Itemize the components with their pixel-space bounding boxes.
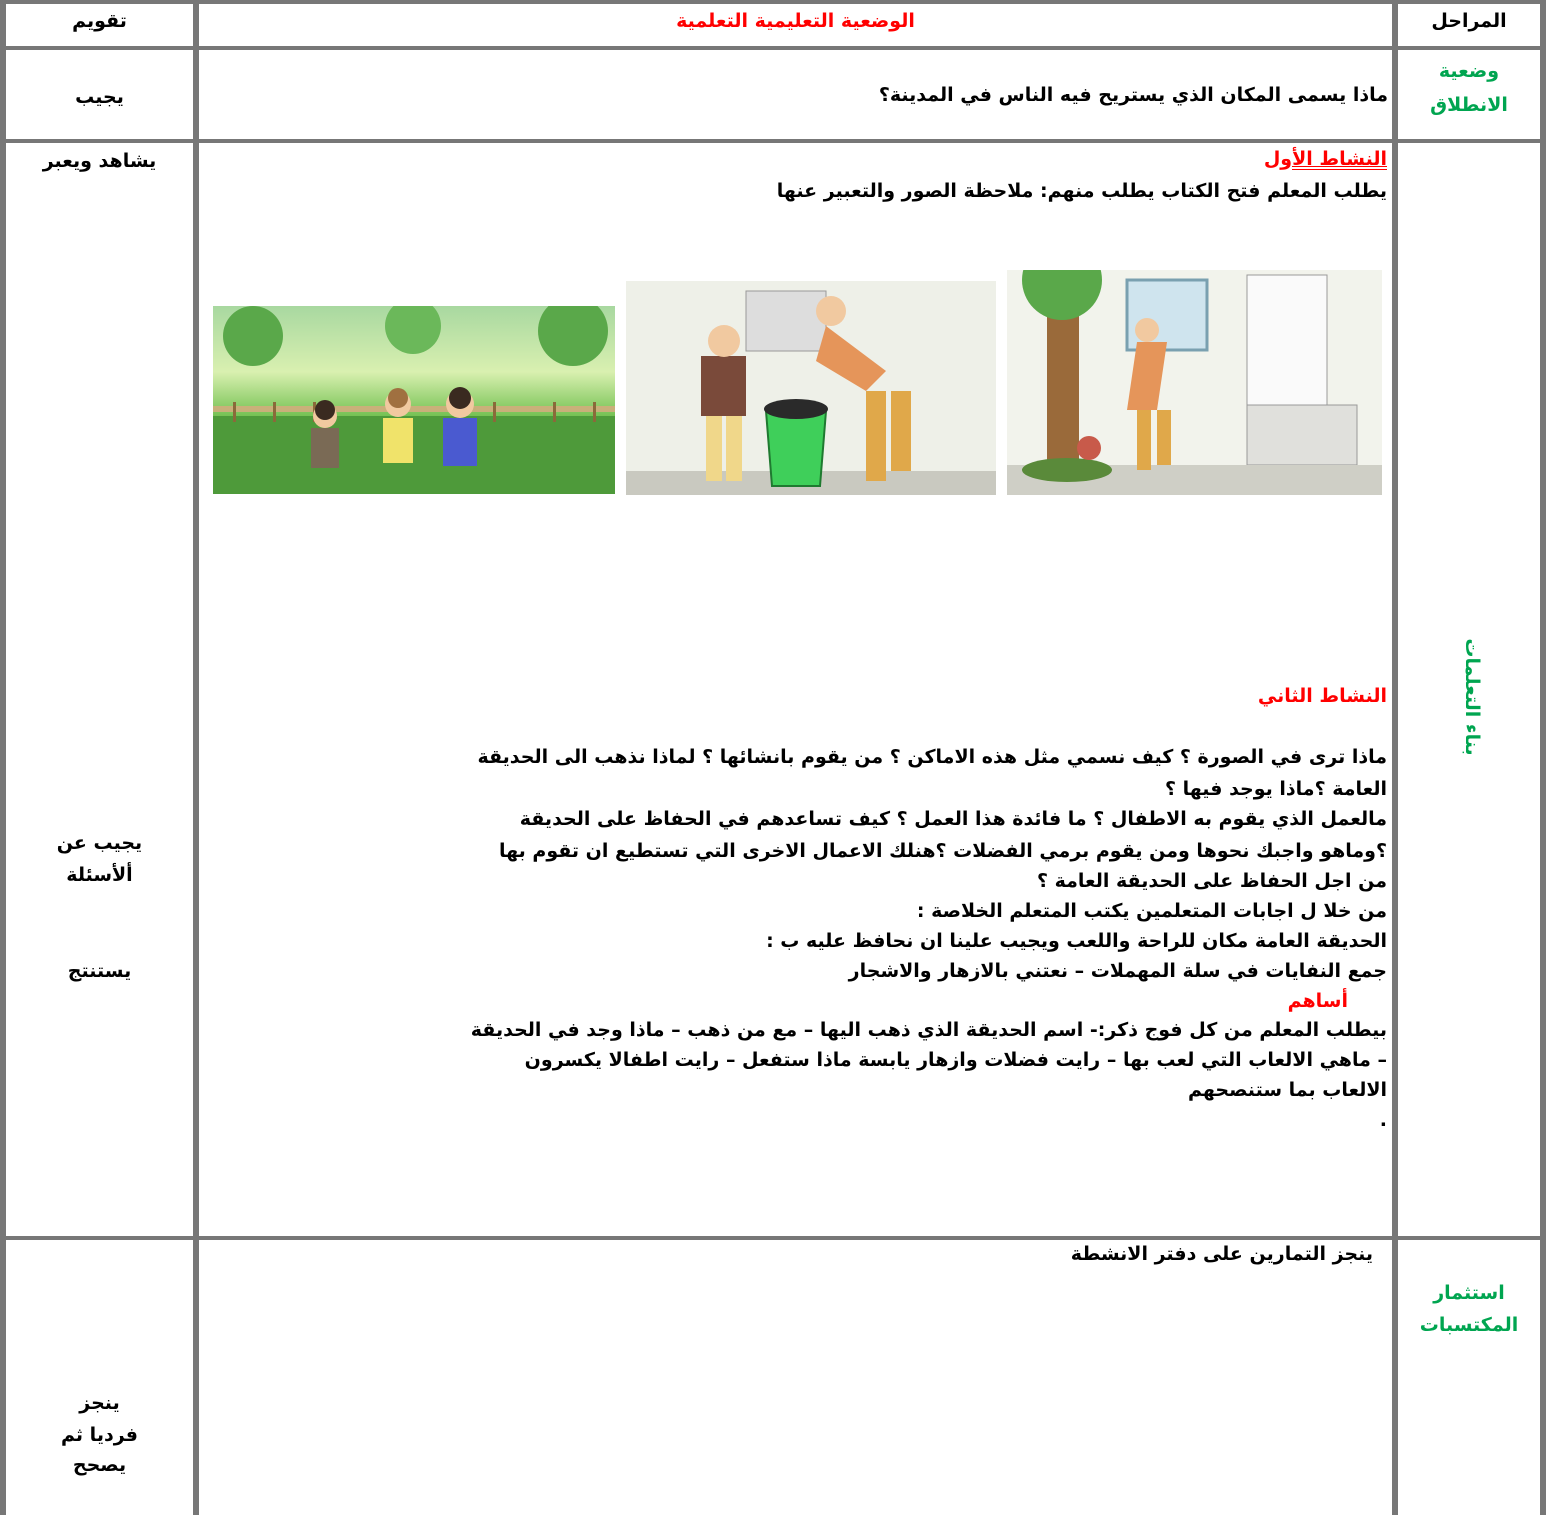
row3-assess-line2: فرديا ثم: [61, 1424, 138, 1446]
row2-stage: بناء التعلمات: [1461, 638, 1483, 756]
question-line: جمع النفايات في سلة المهملات – نعتني بالازهار والاشجار: [848, 960, 1387, 982]
closing-dot: .: [1379, 1109, 1387, 1131]
question-line: الحديقة العامة مكان للراحة واللعب ويجيب علينا ان نحافظ عليه ب :: [766, 930, 1387, 952]
planting-tree-image: [1007, 270, 1382, 495]
contribute-title: أساهم: [1287, 990, 1348, 1012]
row3-stage-line2: المكتسبات: [1419, 1314, 1519, 1336]
row3-assess-line3: يصحح: [72, 1454, 127, 1476]
contribute-line: الالعاب بما ستنصحهم: [1187, 1079, 1387, 1101]
table-border-top: [0, 0, 1546, 4]
question-line: مالعمل الذي يقوم به الاطفال ؟ ما فائدة هذا العمل ؟ كيف تساعدهم في الحفاظ على الحديقة: [519, 808, 1387, 830]
contribute-line: بيطلب المعلم من كل فوج ذكر:- اسم الحديقة الذي ذهب اليها – مع من ذهب – ماذا وجد في الحديقة: [470, 1019, 1387, 1041]
row1-stage-line1: وضعية: [1438, 60, 1500, 82]
row3-content: ينجز التمارين على دفتر الانشطة: [1070, 1243, 1373, 1265]
assess-observe: يشاهد ويعبر: [42, 150, 157, 172]
row-divider: [0, 46, 1546, 50]
assess-answer-line1: يجيب عن: [56, 832, 143, 854]
park-children-illustration: [213, 306, 615, 494]
question-line: من خلا ل اجابات المتعلمين يكتب المتعلم الخلاصة :: [916, 900, 1387, 922]
contribute-line: – ماهي الالعاب التي لعب بها – رايت فضلات وازهار يابسة ماذا ستفعل – رايت اطفالا يكسرون: [524, 1049, 1387, 1071]
activity1-text: يطلب المعلم فتح الكتاب يطلب منهم: ملاحظة الصور والتعبير عنها: [776, 180, 1387, 202]
trash-bin-image: [626, 281, 996, 495]
table-border-left: [0, 0, 6, 1515]
planting-tree-illustration: [1007, 270, 1382, 495]
assess-conclude: يستنتج: [67, 960, 132, 982]
activity2-title: النشاط الثاني: [1257, 685, 1387, 707]
row-divider: [0, 1236, 1546, 1240]
row1-content: ماذا يسمى المكان الذي يستريح فيه الناس في المدينة؟: [878, 84, 1388, 106]
trash-bin-illustration: [626, 281, 996, 495]
question-line: ماذا ترى في الصورة ؟ كيف نسمي مثل هذه الاماكن ؟ من يقوم بانشائها ؟ لماذا نذهب الى الحديقة: [477, 746, 1387, 768]
row3-stage-line1: استثمار: [1433, 1282, 1505, 1304]
row1-stage-line2: الانطلاق: [1430, 94, 1508, 116]
question-line: من اجل الحفاظ على الحديقة العامة ؟: [1036, 870, 1387, 892]
assess-answer-line2: ألأسئلة: [66, 864, 133, 886]
activity1-title: النشاط الأول: [1263, 148, 1387, 170]
park-children-image: [213, 306, 615, 494]
header-situation: الوضعية التعليمية التعلمية: [676, 10, 915, 32]
row3-assess-line1: ينجز: [79, 1392, 120, 1414]
header-stages: المراحل: [1431, 10, 1507, 32]
question-line: ؟وماهو واجبك نحوها ومن يقوم برمي الفضلات ؟هنلك الاعمال الاخرى التي تستطيع ان تقوم بها: [498, 840, 1387, 862]
header-assessment: تقويم: [72, 10, 127, 32]
question-line: العامة ؟ماذا يوجد فيها ؟: [1164, 778, 1387, 800]
column-divider: [193, 0, 199, 1515]
row-divider: [0, 139, 1546, 143]
row1-assessment: يجيب: [75, 86, 124, 108]
table-border-right: [1540, 0, 1546, 1515]
